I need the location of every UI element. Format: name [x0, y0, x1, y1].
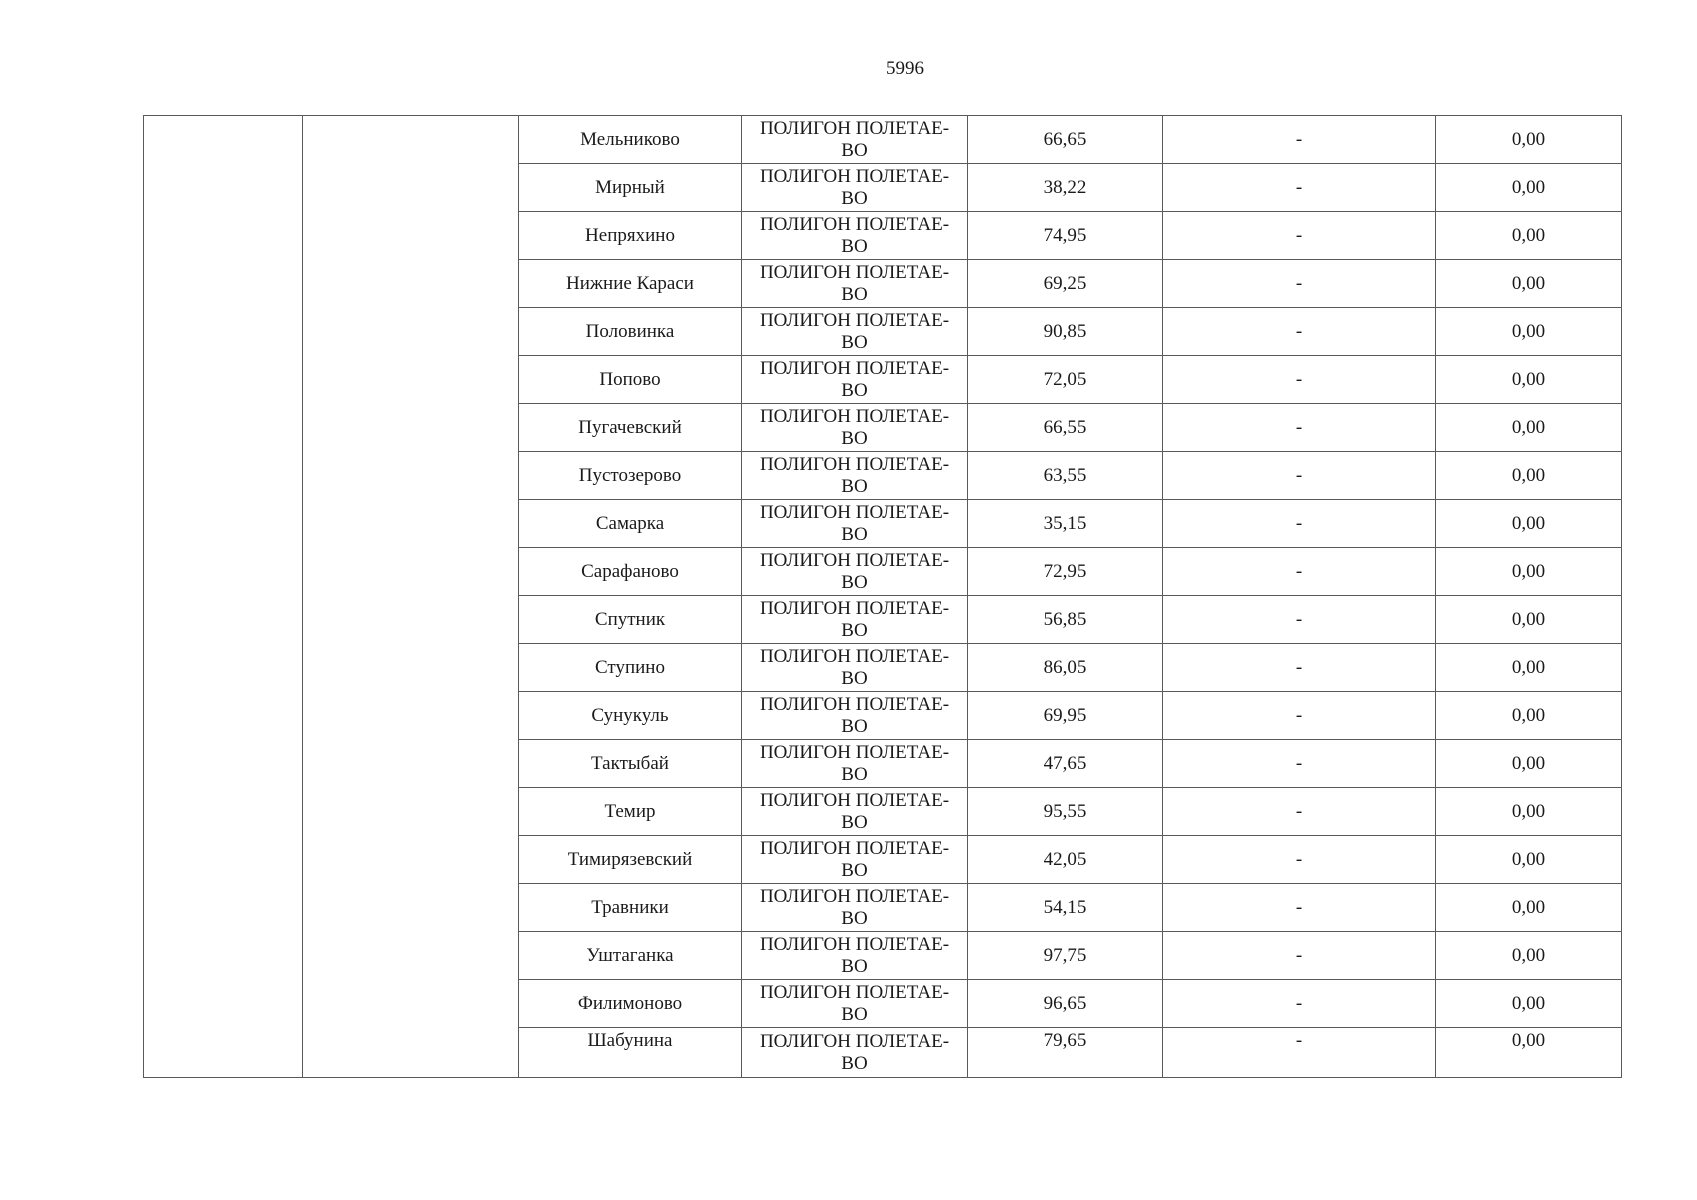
destination-cell: [742, 692, 968, 740]
destination-line: ВО: [841, 571, 868, 593]
destination-line: ВО: [841, 619, 868, 641]
destination-line: ПОЛИГОН ПОЛЕТАЕ-: [759, 213, 950, 235]
dash-cell: -: [1163, 788, 1436, 836]
value-cell: 0,00: [1436, 116, 1622, 164]
dash-cell: -: [1163, 836, 1436, 884]
dash-cell: -: [1163, 980, 1436, 1028]
destination-line: ПОЛИГОН ПОЛЕТАЕ-: [759, 117, 950, 139]
dash-cell: -: [1163, 596, 1436, 644]
dash-cell: -: [1163, 692, 1436, 740]
settlement-cell: Мирный: [519, 164, 742, 212]
settlement-cell: Травники: [519, 884, 742, 932]
destination-line: ВО: [841, 427, 868, 449]
destination-line: ВО: [841, 1003, 868, 1025]
page-number: 5996: [886, 58, 924, 79]
dash-cell: -: [1163, 548, 1436, 596]
value-cell: 0,00: [1436, 596, 1622, 644]
distance-cell: 38,22: [968, 164, 1163, 212]
settlement-cell: Мельниково: [519, 116, 742, 164]
dash-cell: -: [1163, 500, 1436, 548]
destination-line: ПОЛИГОН ПОЛЕТАЕ-: [759, 309, 950, 331]
distance-cell: 95,55: [968, 788, 1163, 836]
merged-empty-cell-2: [303, 116, 519, 1078]
settlement-cell: Спутник: [519, 596, 742, 644]
dash-cell: -: [1163, 356, 1436, 404]
destination-cell: [742, 740, 968, 788]
distance-cell: 63,55: [968, 452, 1163, 500]
dash-cell: -: [1163, 404, 1436, 452]
settlement-cell: Сарафаново: [519, 548, 742, 596]
distance-cell: 56,85: [968, 596, 1163, 644]
table-row: [144, 116, 1622, 164]
dash-cell: -: [1163, 308, 1436, 356]
destination-line: ВО: [841, 859, 868, 881]
distance-cell: 66,55: [968, 404, 1163, 452]
destination-line: ПОЛИГОН ПОЛЕТАЕ-: [759, 261, 950, 283]
destination-line: ПОЛИГОН ПОЛЕТАЕ-: [759, 981, 950, 1003]
distance-cell: 90,85: [968, 308, 1163, 356]
value-cell: 0,00: [1436, 500, 1622, 548]
settlement-cell: Самарка: [519, 500, 742, 548]
destination-cell: [742, 1028, 968, 1078]
destination-line: ВО: [841, 379, 868, 401]
settlement-cell: Филимоново: [519, 980, 742, 1028]
distance-cell: 79,65: [968, 1028, 1163, 1078]
destination-cell: [742, 644, 968, 692]
destination-line: ВО: [841, 331, 868, 353]
destination-cell: [742, 116, 968, 164]
destination-cell: [742, 164, 968, 212]
destination-cell: [742, 980, 968, 1028]
destination-line: ВО: [841, 955, 868, 977]
destination-cell: [742, 212, 968, 260]
destination-line: ПОЛИГОН ПОЛЕТАЕ-: [759, 1030, 950, 1052]
destination-cell: [742, 596, 968, 644]
destination-line: ПОЛИГОН ПОЛЕТАЕ-: [759, 165, 950, 187]
destination-cell: [742, 260, 968, 308]
settlement-cell: Половинка: [519, 308, 742, 356]
destination-line: ПОЛИГОН ПОЛЕТАЕ-: [759, 357, 950, 379]
destination-line: ВО: [841, 283, 868, 305]
dash-cell: -: [1163, 260, 1436, 308]
destination-line: ВО: [841, 667, 868, 689]
dash-cell: -: [1163, 932, 1436, 980]
destination-line: ВО: [841, 475, 868, 497]
value-cell: 0,00: [1436, 452, 1622, 500]
destination-line: ПОЛИГОН ПОЛЕТАЕ-: [759, 837, 950, 859]
destination-line: ВО: [841, 907, 868, 929]
distance-cell: 86,05: [968, 644, 1163, 692]
distance-cell: 74,95: [968, 212, 1163, 260]
destination-line: ПОЛИГОН ПОЛЕТАЕ-: [759, 405, 950, 427]
value-cell: 0,00: [1436, 212, 1622, 260]
destination-line: ПОЛИГОН ПОЛЕТАЕ-: [759, 933, 950, 955]
dash-cell: -: [1163, 1028, 1436, 1078]
dash-cell: -: [1163, 164, 1436, 212]
distance-cell: 96,65: [968, 980, 1163, 1028]
destination-cell: [742, 404, 968, 452]
destination-line: ПОЛИГОН ПОЛЕТАЕ-: [759, 645, 950, 667]
settlement-cell: Шабунина: [519, 1028, 742, 1078]
settlement-cell: Ступино: [519, 644, 742, 692]
destination-line: ПОЛИГОН ПОЛЕТАЕ-: [759, 597, 950, 619]
destination-line: ВО: [841, 523, 868, 545]
value-cell: 0,00: [1436, 980, 1622, 1028]
settlement-cell: Тимирязевский: [519, 836, 742, 884]
value-cell: 0,00: [1436, 932, 1622, 980]
settlement-cell: Пустозерово: [519, 452, 742, 500]
destination-cell: [742, 836, 968, 884]
destination-line: ПОЛИГОН ПОЛЕТАЕ-: [759, 741, 950, 763]
destination-line: ПОЛИГОН ПОЛЕТАЕ-: [759, 549, 950, 571]
distance-cell: 35,15: [968, 500, 1163, 548]
value-cell: 0,00: [1436, 644, 1622, 692]
dash-cell: -: [1163, 116, 1436, 164]
value-cell: 0,00: [1436, 260, 1622, 308]
settlement-cell: Пугачевский: [519, 404, 742, 452]
value-cell: 0,00: [1436, 836, 1622, 884]
destination-line: ВО: [841, 187, 868, 209]
settlement-cell: Тактыбай: [519, 740, 742, 788]
dash-cell: -: [1163, 740, 1436, 788]
distance-cell: 97,75: [968, 932, 1163, 980]
distance-cell: 69,25: [968, 260, 1163, 308]
dash-cell: -: [1163, 644, 1436, 692]
destination-cell: [742, 356, 968, 404]
settlement-cell: Темир: [519, 788, 742, 836]
distance-cell: 72,05: [968, 356, 1163, 404]
merged-empty-cell-1: [144, 116, 303, 1078]
destination-cell: [742, 788, 968, 836]
destination-line: ПОЛИГОН ПОЛЕТАЕ-: [759, 885, 950, 907]
destination-line: ПОЛИГОН ПОЛЕТАЕ-: [759, 693, 950, 715]
dash-cell: -: [1163, 452, 1436, 500]
value-cell: 0,00: [1436, 692, 1622, 740]
settlement-cell: Уштаганка: [519, 932, 742, 980]
distance-cell: 66,65: [968, 116, 1163, 164]
settlement-cell: Попово: [519, 356, 742, 404]
destination-cell: [742, 308, 968, 356]
value-cell: 0,00: [1436, 788, 1622, 836]
destination-cell: [742, 884, 968, 932]
waste-transport-table: [143, 115, 1622, 1078]
destination-line: ВО: [841, 235, 868, 257]
destination-cell: [742, 548, 968, 596]
value-cell: 0,00: [1436, 308, 1622, 356]
destination-cell: [742, 932, 968, 980]
distance-cell: 47,65: [968, 740, 1163, 788]
distance-cell: 69,95: [968, 692, 1163, 740]
destination-line: ВО: [841, 1052, 868, 1074]
value-cell: 0,00: [1436, 740, 1622, 788]
value-cell: 0,00: [1436, 164, 1622, 212]
value-cell: 0,00: [1436, 884, 1622, 932]
value-cell: 0,00: [1436, 1028, 1622, 1078]
destination-line: ПОЛИГОН ПОЛЕТАЕ-: [759, 501, 950, 523]
destination-line: ВО: [841, 139, 868, 161]
page-number-wrapper: [0, 58, 1697, 80]
destination-line: ПОЛИГОН ПОЛЕТАЕ-: [759, 789, 950, 811]
value-cell: 0,00: [1436, 548, 1622, 596]
value-cell: 0,00: [1436, 404, 1622, 452]
destination-line: ПОЛИГОН ПОЛЕТАЕ-: [759, 453, 950, 475]
dash-cell: -: [1163, 212, 1436, 260]
destination-line: ВО: [841, 715, 868, 737]
destination-line: ВО: [841, 811, 868, 833]
distance-cell: 42,05: [968, 836, 1163, 884]
settlement-cell: Непряхино: [519, 212, 742, 260]
destination-line: ВО: [841, 763, 868, 785]
distance-cell: 54,15: [968, 884, 1163, 932]
settlement-cell: Нижние Караси: [519, 260, 742, 308]
destination-cell: [742, 452, 968, 500]
value-cell: 0,00: [1436, 356, 1622, 404]
distance-cell: 72,95: [968, 548, 1163, 596]
dash-cell: -: [1163, 884, 1436, 932]
settlement-cell: Сунукуль: [519, 692, 742, 740]
destination-cell: [742, 500, 968, 548]
